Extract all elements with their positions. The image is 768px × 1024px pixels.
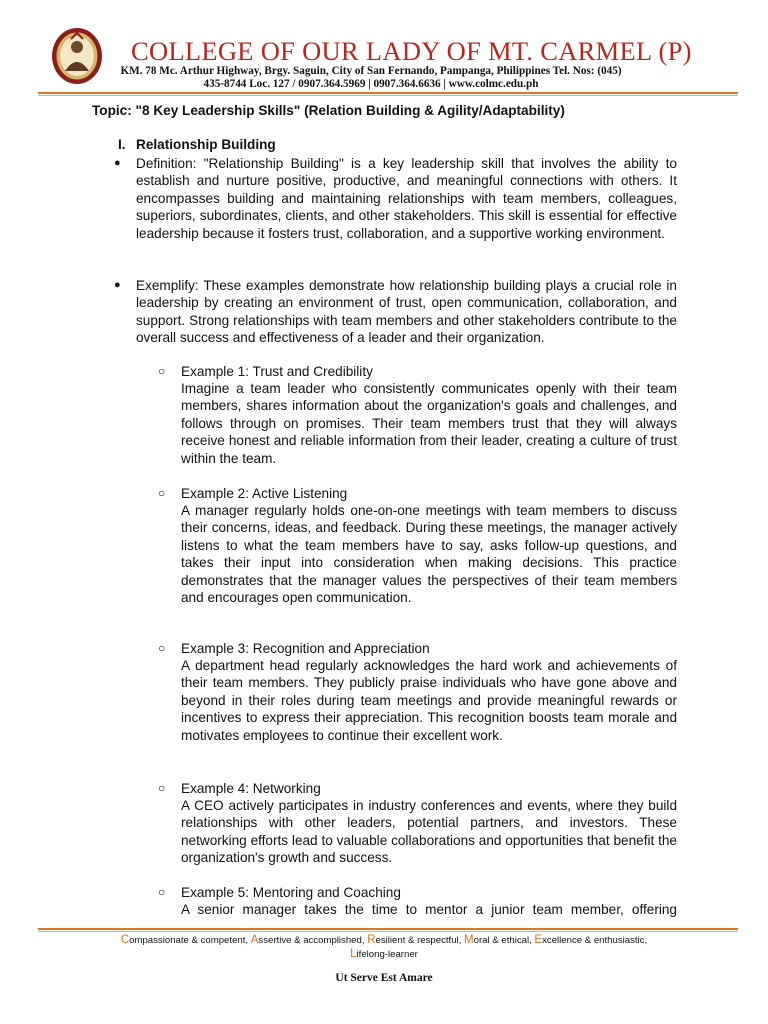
header-rule [38,92,738,94]
value-item: Assertive & accomplished, [250,934,368,946]
sub-bullet-icon: ○ [158,885,166,899]
header-rule-shadow [38,95,738,96]
bullet-icon: ● [114,279,121,291]
college-address [91,65,651,91]
value-item: Moral & ethical, [464,934,535,946]
school-motto: Ut Serve Est Amare [335,972,433,984]
example-body: Imagine a team leader who consistently communicates openly with their team members, shares information about the organization's goals and challenges, and follows through on promises. Their team members trust that they will always receive honest and reliable information from their leader, creating a culture of trust within the team. [181,381,677,466]
value-item: Resilient & respectful, [367,934,465,946]
address-line-2: 435-8744 Loc. 127 / 0907.364.5969 | 0907.364.6636 | www.colmc.edu.ph [203,78,539,90]
example-body: A department head regularly acknowledges the hard work and achievements of their team members. They publicly praise individuals who have gone above and beyond in their roles during team meetings and provide meaningful rewards or incentives to express their appreciation. This recognition boosts team morale and motivates employees to continue their excellent work. [181,658,677,743]
bullet-icon: ● [114,157,121,169]
college-name: COLLEGE OF OUR LADY OF MT. CARMEL (P) [131,36,692,66]
example-title: Example 3: Recognition and Appreciation [181,641,430,656]
example-body: A manager regularly holds one-on-one meetings with team members to discuss their concerns, ideas, and feedback. During these meetings, the manager actively listens to what the team members have to say, asks follow-up questions, and takes their input into consideration when making decisions. This practice demonstrates that the manager values the perspectives of their team members and encourages open communication. [181,503,677,606]
sub-bullet-icon: ○ [158,641,166,655]
core-values [110,934,658,961]
sub-bullet-icon: ○ [158,486,166,500]
section-number: I. [118,137,126,152]
address-line-1: KM. 78 Mc. Arthur Highway, Brgy. Saguin, City of San Fernando, Pampanga, Philippines Tel. Nos: (045) [120,65,622,77]
section-title: Relationship Building [136,137,276,152]
example-title: Example 1: Trust and Credibility [181,364,373,379]
example-body: A senior manager takes the time to mentor a junior team member, offering [181,902,677,917]
value-item: Compassionate & competent, [120,934,251,946]
example-title: Example 5: Mentoring and Coaching [181,885,401,900]
example-body: A CEO actively participates in industry conferences and events, where they build relationships with other leaders, potential partners, and investors. These networking efforts lead to valuable collaborations and opportunities that benefit the organization's growth and success. [181,798,677,866]
topic-heading: Topic: "8 Key Leadership Skills" (Relation Building & Agility/Adaptability) [92,103,565,118]
letterhead [0,0,768,100]
value-item: Lifelong-learner [350,947,418,960]
footer-rule [38,928,738,930]
example-title: Example 2: Active Listening [181,486,348,501]
footer-rule-shadow [38,931,738,932]
exemplify-paragraph: Exemplify: These examples demonstrate how relationship building plays a crucial role in leadership by creating an environment of trust, open communication, collaboration, and support. Strong relationships with team members and other stakeholders contribute to the overall success and effectiveness of a leader and their organization. [136,278,677,346]
example-title: Example 4: Networking [181,781,321,796]
definition-paragraph: Definition: "Relationship Building" is a key leadership skill that involves the ability to establish and nurture positive, productive, and meaningful connections with others. It encompasses building and maintaining relationships with team members, colleagues, superiors, subordinates, clients, and other stakeholders. This skill is essential for effective leadership because it fosters trust, collaboration, and a supportive working environment. [136,156,677,241]
sub-bullet-icon: ○ [158,781,166,795]
value-item: Excellence & enthusiastic, [534,934,648,946]
sub-bullet-icon: ○ [158,364,166,378]
